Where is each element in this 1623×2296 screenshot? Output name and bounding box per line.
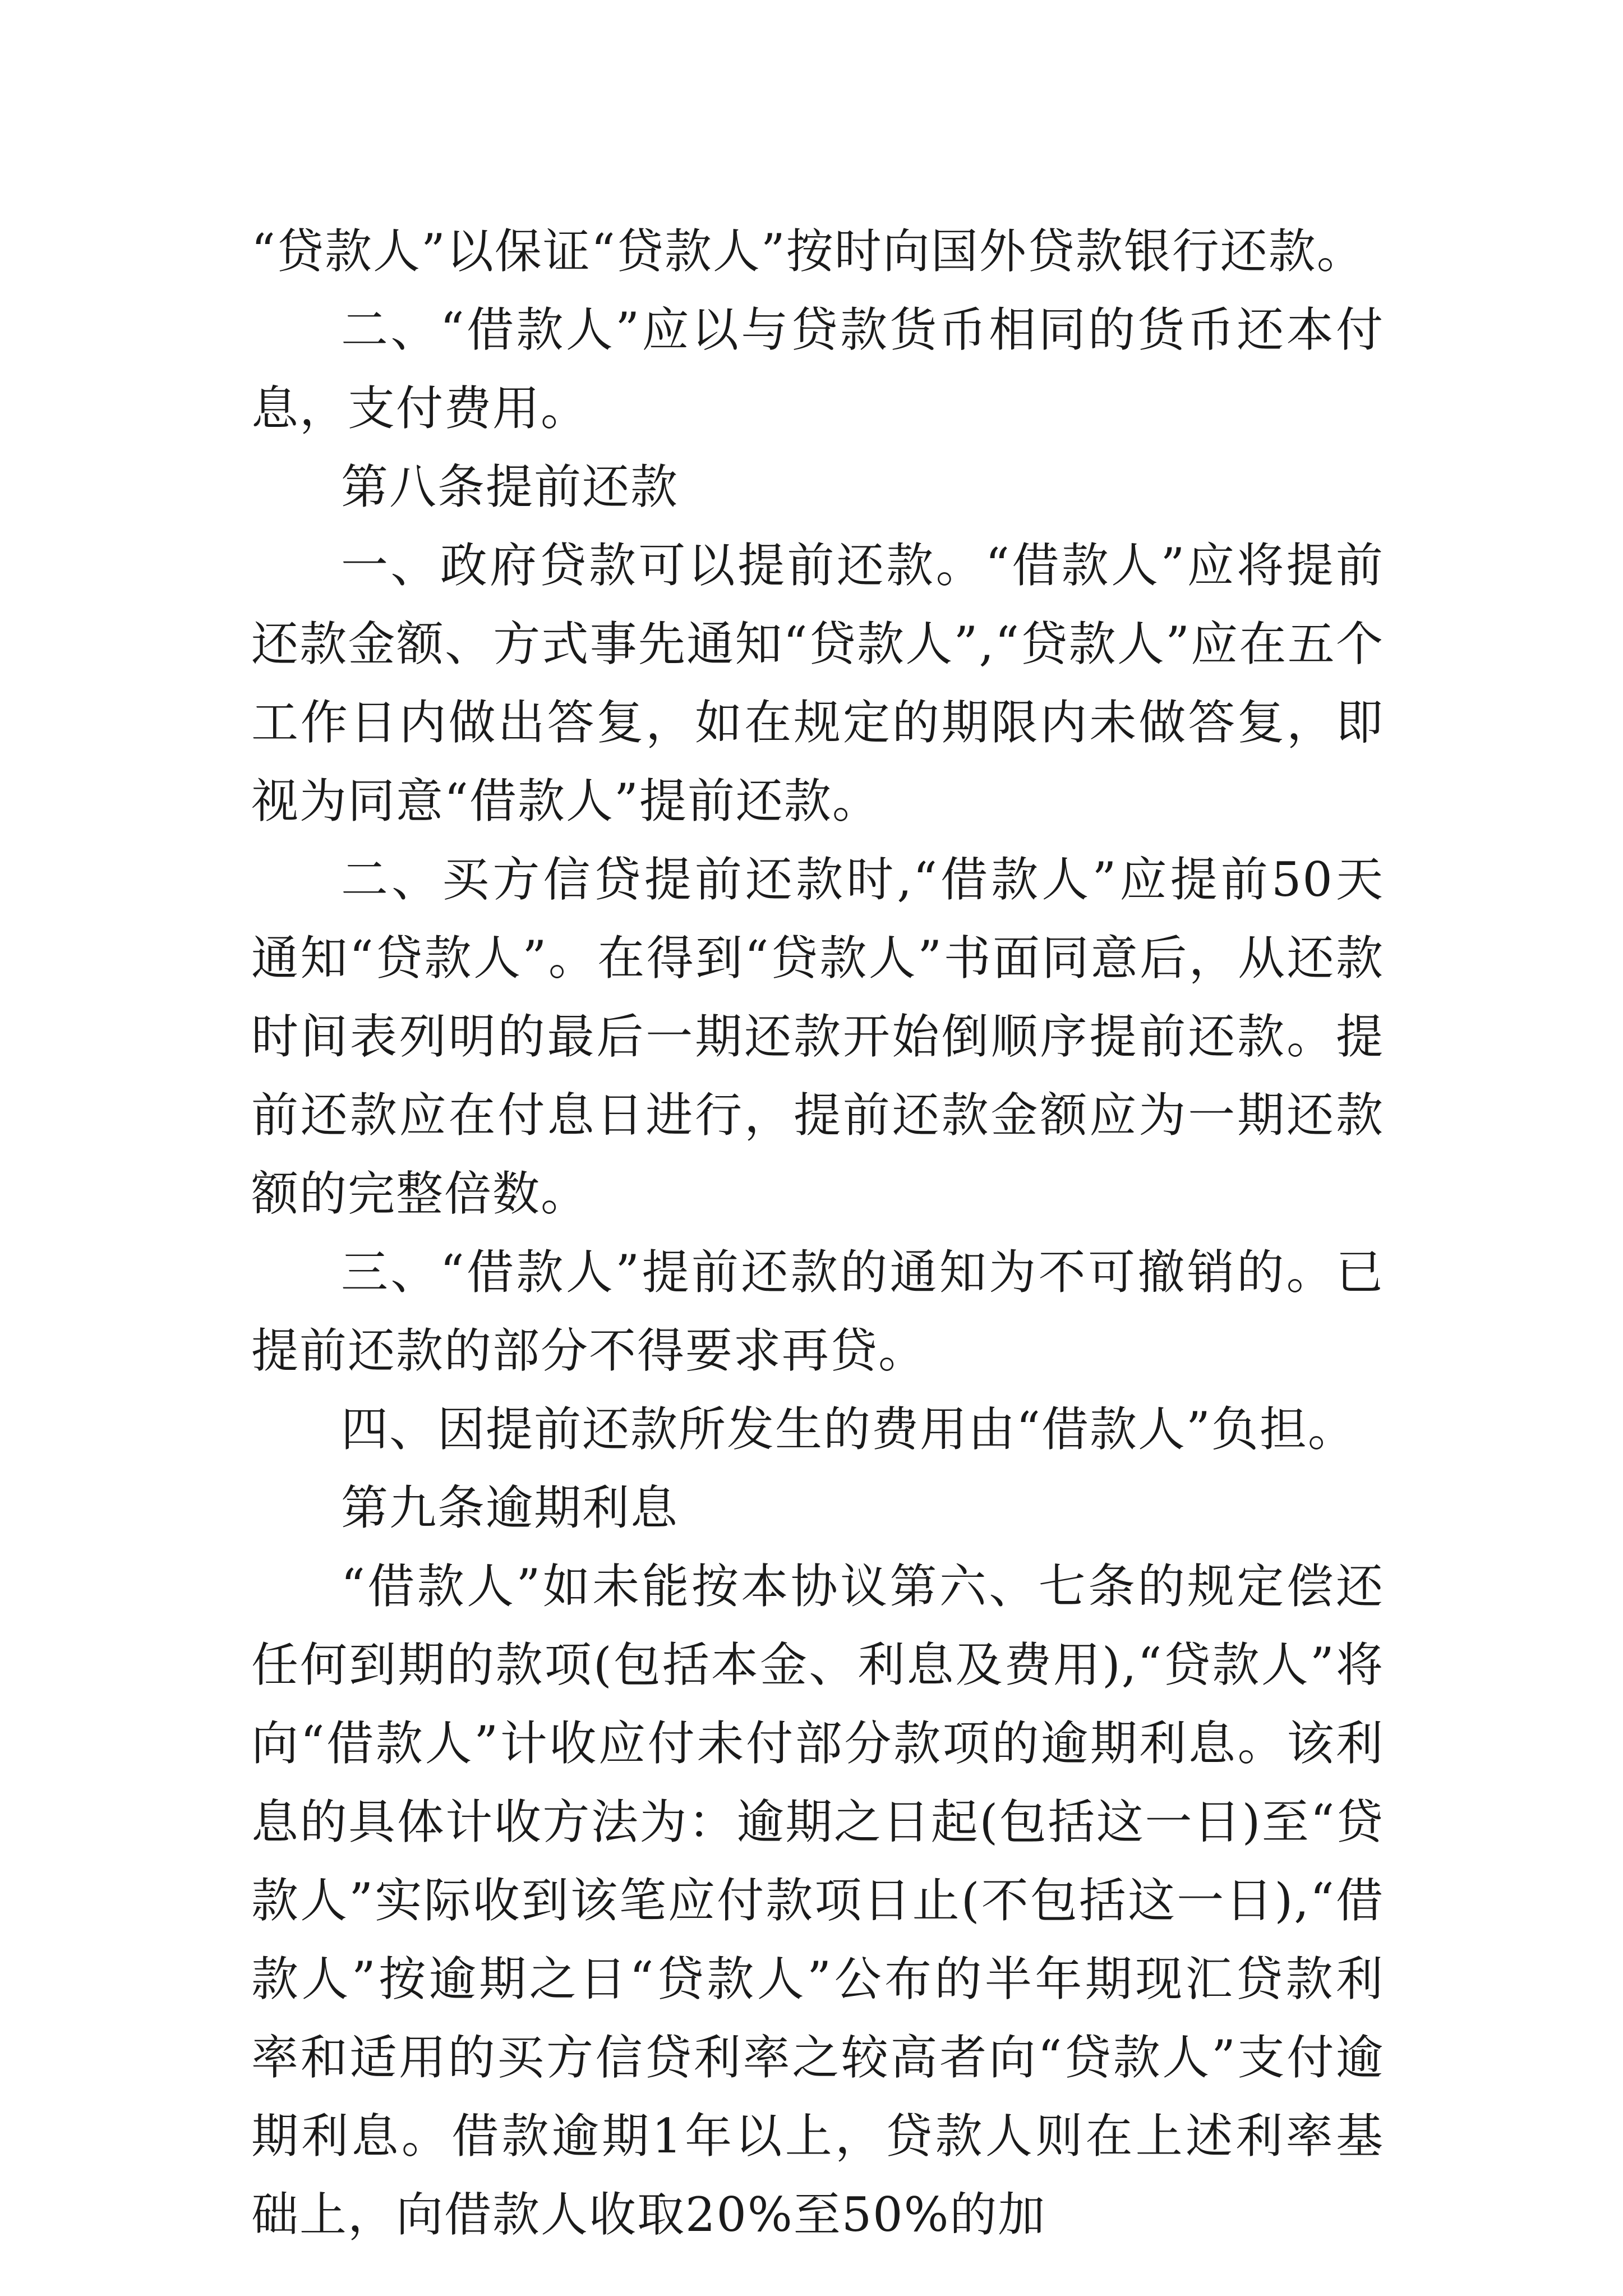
- article-8-clause-3: 三、“借款人”提前还款的通知为不可撤销的。已提前还款的部分不得要求再贷。: [251, 1245, 1384, 1378]
- paragraph-currency-clause: 二、“借款人”应以与贷款货币相同的货币还本付息，支付费用。: [251, 302, 1384, 436]
- article-9-body: “借款人”如未能按本协议第六、七条的规定偿还任何到期的款项(包括本金、利息及费用),“贷款人”将向“借款人”计收应付未付部分款项的逾期利息。该利息的具体计收方法为：逾期之日起(包括这一日)至“贷款人”实际收到该笔应付款项日止(不包括这一日),“借款人”按逾期之日“贷款人”公布的半年期现汇贷款利率和适用的买方信贷利率之较高者向“贷款人”支付逾期利息。借款逾期1年以上，贷款人则在上述利率基础上，向借款人收取20%至50%的加: [251, 1559, 1384, 2242]
- article-8-clause-4: 四、因提前还款所发生的费用由“借款人”负担。: [341, 1402, 1356, 1457]
- paragraph-continuation: “贷款人”以保证“贷款人”按时向国外贷款银行还款。: [251, 224, 1365, 279]
- article-8-heading: 第八条提前还款: [341, 459, 679, 514]
- article-8-clause-1: 一、政府贷款可以提前还款。“借款人”应将提前还款金额、方式事先通知“贷款人”,“贷款人”应在五个工作日内做出答复，如在规定的期限内未做答复，即视为同意“借款人”提前还款。: [251, 538, 1384, 829]
- article-8-clause-2: 二、买方信贷提前还款时,“借款人”应提前50天通知“贷款人”。在得到“贷款人”书面同意后，从还款时间表列明的最后一期还款开始倒顺序提前还款。提前还款应在付息日进行，提前还款金额应为一期还款额的完整倍数。: [251, 852, 1384, 1221]
- document-body: [251, 212, 1384, 2254]
- article-9-heading: 第九条逾期利息: [341, 1480, 679, 1535]
